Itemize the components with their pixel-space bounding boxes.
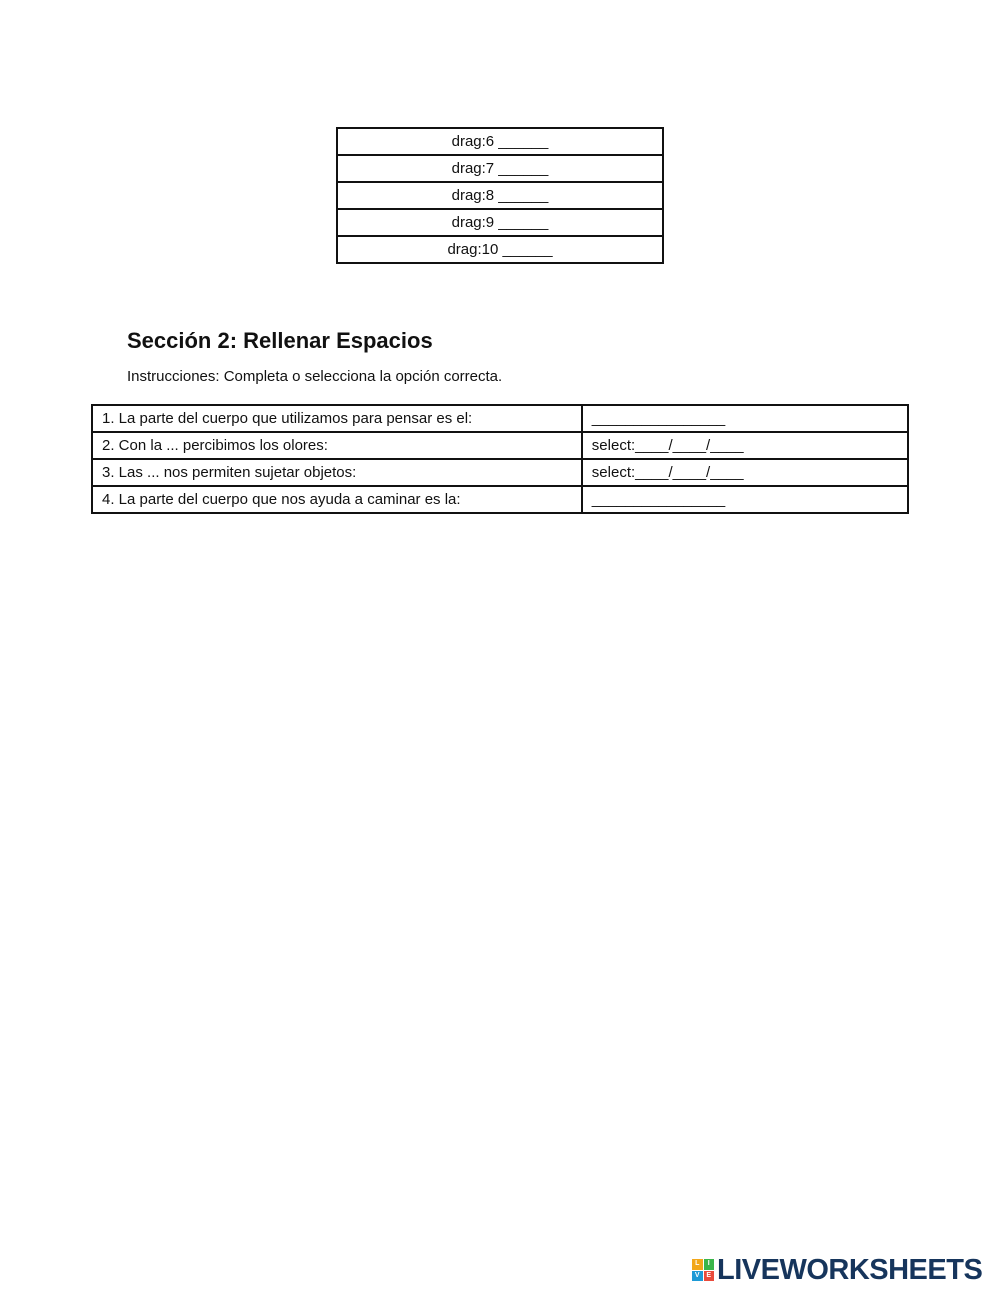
logo-mark-letter: V — [692, 1271, 703, 1282]
section-2-instructions: Instrucciones: Completa o selecciona la opción correcta. — [127, 368, 503, 385]
drag-row — [337, 182, 663, 209]
drag-drop-slot-9[interactable]: drag:9 ______ — [337, 209, 663, 236]
table-row — [92, 405, 908, 432]
answer-cell-2 — [582, 432, 908, 459]
answer-cell-4 — [582, 486, 908, 513]
fill-in-table — [91, 404, 909, 514]
logo-mark-letter: I — [704, 1259, 715, 1270]
logo-mark-letter: E — [704, 1271, 715, 1282]
question-3: 3. Las ... nos permiten sujetar objetos: — [92, 459, 582, 486]
drag-row — [337, 128, 663, 155]
question-2: 2. Con la ... percibimos los olores: — [92, 432, 582, 459]
answer-3-select[interactable]: select:____/____/____ — [591, 464, 744, 481]
answer-cell-3 — [582, 459, 908, 486]
drag-answer-table — [336, 127, 664, 264]
table-row — [92, 486, 908, 513]
drag-drop-slot-8[interactable]: drag:8 ______ — [337, 182, 663, 209]
drag-row — [337, 155, 663, 182]
drag-drop-slot-6[interactable]: drag:6 ______ — [337, 128, 663, 155]
answer-4-blank-input[interactable]: ________________ — [591, 491, 726, 508]
logo-mark-letter: L — [692, 1259, 703, 1270]
logo-text: LIVEWORKSHEETS — [717, 1254, 983, 1286]
liveworksheets-logo — [692, 1254, 982, 1286]
answer-cell-1 — [582, 405, 908, 432]
question-4: 4. La parte del cuerpo que nos ayuda a caminar es la: — [92, 486, 582, 513]
drag-drop-slot-10[interactable]: drag:10 ______ — [337, 236, 663, 263]
drag-drop-slot-7[interactable]: drag:7 ______ — [337, 155, 663, 182]
table-row — [92, 432, 908, 459]
drag-row — [337, 209, 663, 236]
answer-1-blank-input[interactable]: ________________ — [591, 410, 726, 427]
table-row — [92, 459, 908, 486]
answer-2-select[interactable]: select:____/____/____ — [591, 437, 744, 454]
question-1: 1. La parte del cuerpo que utilizamos para pensar es el: — [92, 405, 582, 432]
drag-row — [337, 236, 663, 263]
section-2-title: Sección 2: Rellenar Espacios — [127, 328, 433, 353]
logo-mark-icon — [692, 1259, 714, 1281]
